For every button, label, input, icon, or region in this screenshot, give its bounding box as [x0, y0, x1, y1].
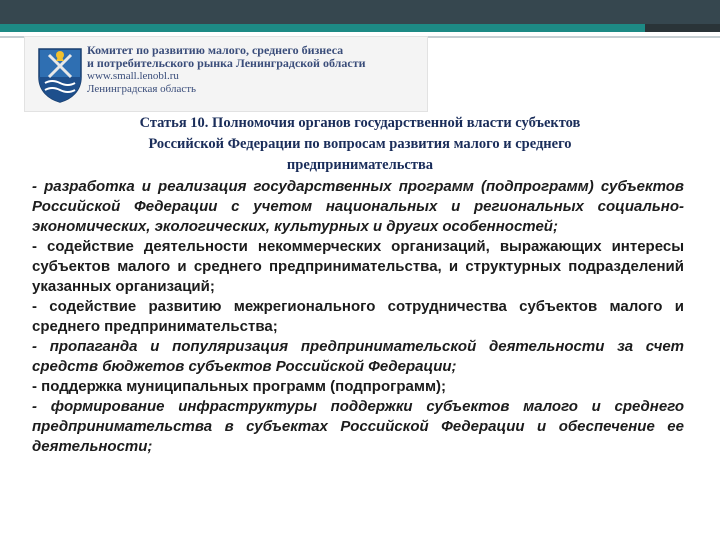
powers-list: [32, 177, 684, 457]
accent-stripe: [0, 24, 720, 32]
title-line-1: Статья 10. Полномочия органов государственной власти субъектов: [139, 115, 581, 131]
org-line-2: и потребительского рынка Ленинградской области: [87, 56, 366, 70]
title-line-2: Российской Федерации по вопросам развития малого и среднего: [148, 136, 572, 152]
committee-name: [87, 44, 422, 96]
org-line-1: Комитет по развитию малого, среднего бизнеса: [87, 43, 344, 57]
top-band: [0, 0, 720, 24]
article-title: [60, 113, 660, 176]
accent-stripe-dark: [645, 24, 720, 32]
list-item: - содействие деятельности некоммерческих организаций, выражающих интересы субъектов малого и среднего предпринимательства, и структурных подразделений указанных организаций;: [32, 238, 684, 295]
list-item: - пропаганда и популяризация предпринимательской деятельности за счет средств бюджетов субъектов Российской Федерации;: [32, 338, 684, 375]
org-region: Ленинградская область: [87, 83, 197, 95]
leningrad-coat-of-arms-icon: [37, 47, 83, 103]
list-item: - содействие развитию межрегионального сотрудничества субъектов малого и среднего предпринимательства;: [32, 298, 684, 335]
title-line-3: предпринимательства: [286, 157, 434, 173]
list-item: - поддержка муниципальных программ (подпрограмм);: [32, 378, 447, 395]
committee-logo-banner: [24, 36, 428, 112]
list-item: - разработка и реализация государственных программ (подпрограмм) субъектов Российской Федерации с учетом национальных и региональных социально-экономических, экологических, культурных и других особенностей;: [32, 178, 684, 235]
list-item: - формирование инфраструктуры поддержки субъектов малого и среднего предпринимательства в субъектах Российской Федерации и обеспечение ее деятельности;: [32, 398, 684, 455]
org-website: www.small.lenobl.ru: [87, 70, 179, 82]
